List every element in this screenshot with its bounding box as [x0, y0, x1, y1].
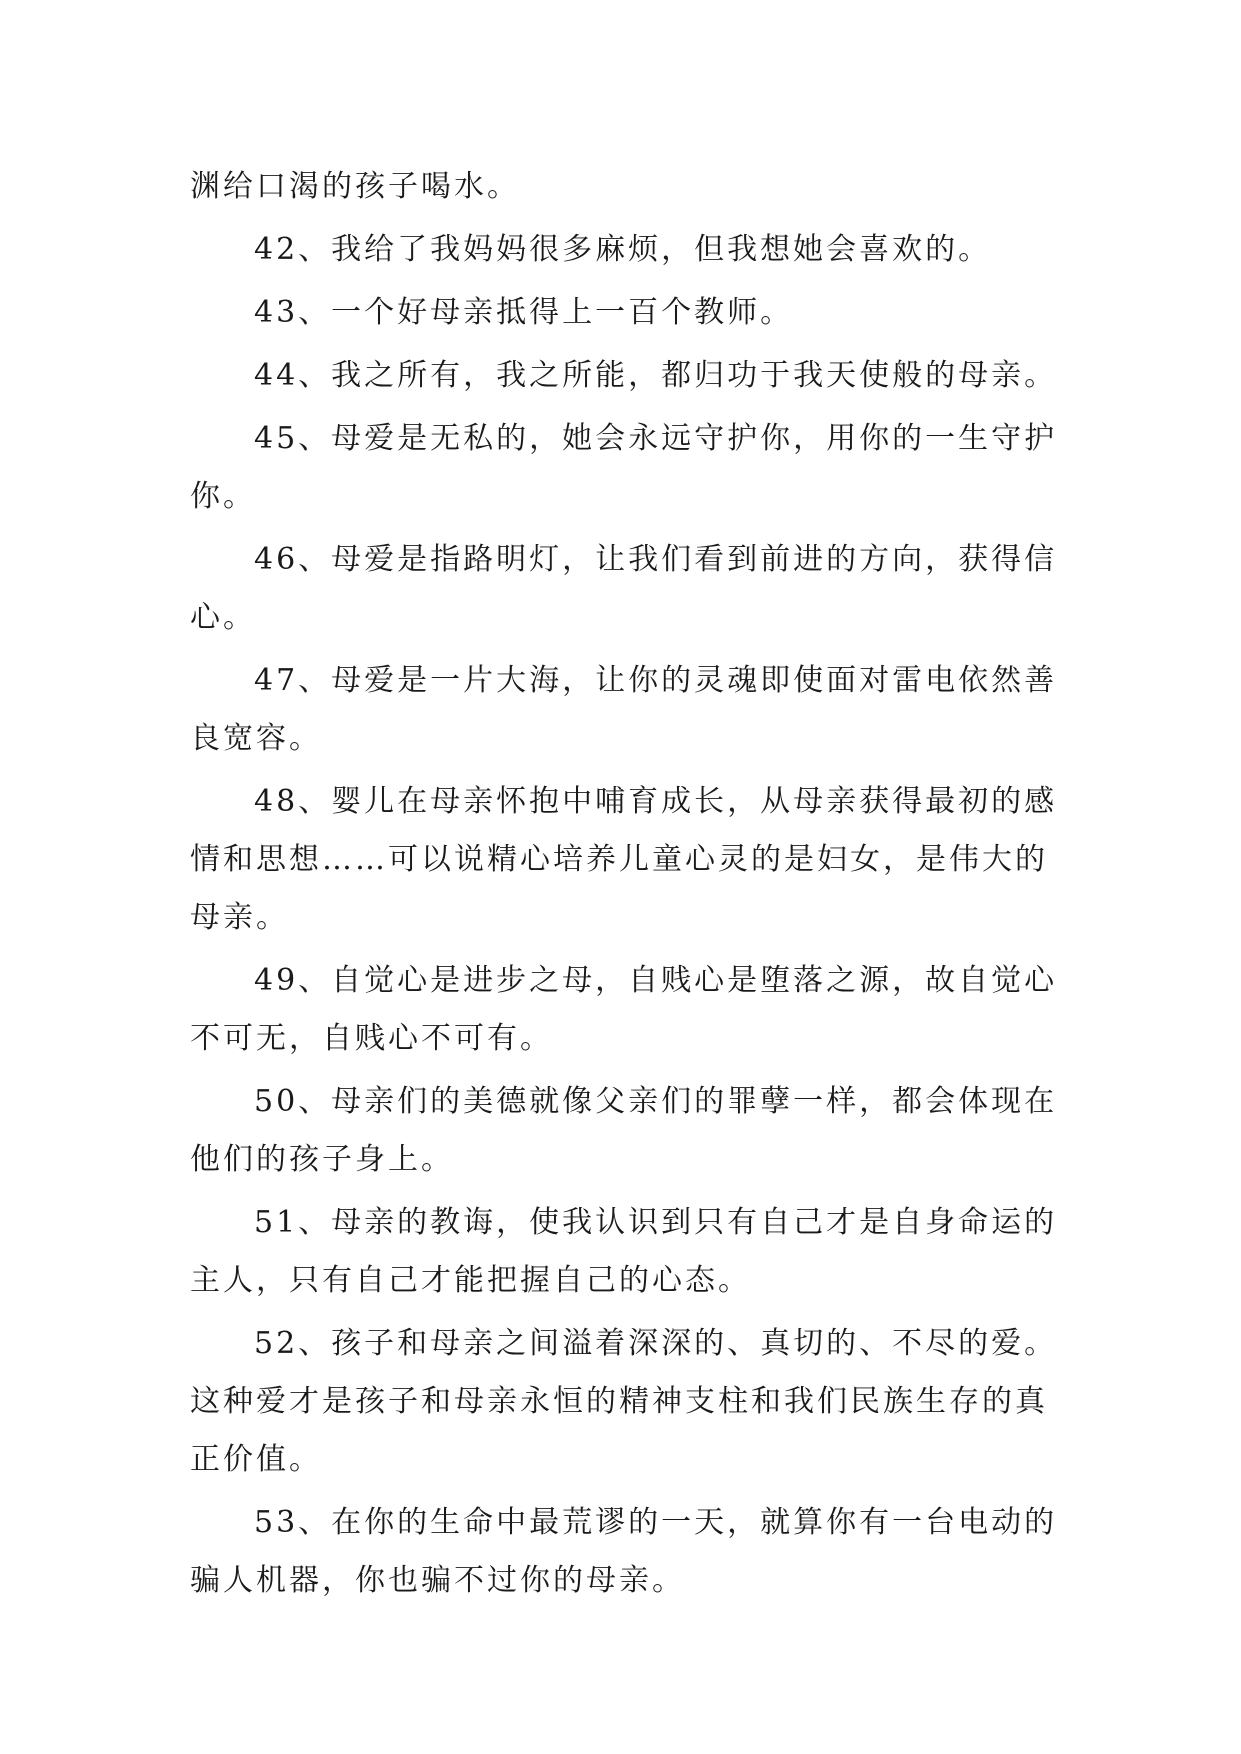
document-body: [190, 158, 1070, 1615]
paragraph-43: 43、一个好母亲抵得上一百个教师。: [254, 295, 794, 330]
paragraph-51: 51、母亲的教诲，使我认识到只有自己才是自身命运的主人，只有自己才能把握自己的心态。: [190, 1205, 1058, 1298]
paragraph-45: 45、母爱是无私的，她会永远守护你，用你的一生守护你。: [190, 421, 1058, 514]
paragraph-52: 52、孩子和母亲之间溢着深深的、真切的、不尽的爱。这种爱才是孩子和母亲永恒的精神支柱和我们民族生存的真正价值。: [190, 1326, 1058, 1477]
paragraph-42: 42、我给了我妈妈很多麻烦，但我想她会喜欢的。: [254, 232, 992, 267]
paragraph-48: 48、婴儿在母亲怀抱中哺育成长，从母亲获得最初的感情和思想……可以说精心培养儿童心灵的是妇女，是伟大的母亲。: [190, 784, 1058, 935]
paragraph-50: 50、母亲们的美德就像父亲们的罪孽一样，都会体现在他们的孩子身上。: [190, 1084, 1058, 1177]
paragraph-46: 46、母爱是指路明灯，让我们看到前进的方向，获得信心。: [190, 542, 1058, 635]
paragraph-44: 44、我之所有，我之所能，都归功于我天使般的母亲。: [254, 358, 1058, 393]
paragraph-continuation: 渊给口渴的孩子喝水。: [190, 169, 520, 204]
paragraph-49: 49、自觉心是进步之母，自贱心是堕落之源，故自觉心不可无，自贱心不可有。: [190, 963, 1058, 1056]
paragraph-47: 47、母爱是一片大海，让你的灵魂即使面对雷电依然善良宽容。: [190, 663, 1058, 756]
paragraph-53: 53、在你的生命中最荒谬的一天，就算你有一台电动的骗人机器，你也骗不过你的母亲。: [190, 1505, 1058, 1598]
